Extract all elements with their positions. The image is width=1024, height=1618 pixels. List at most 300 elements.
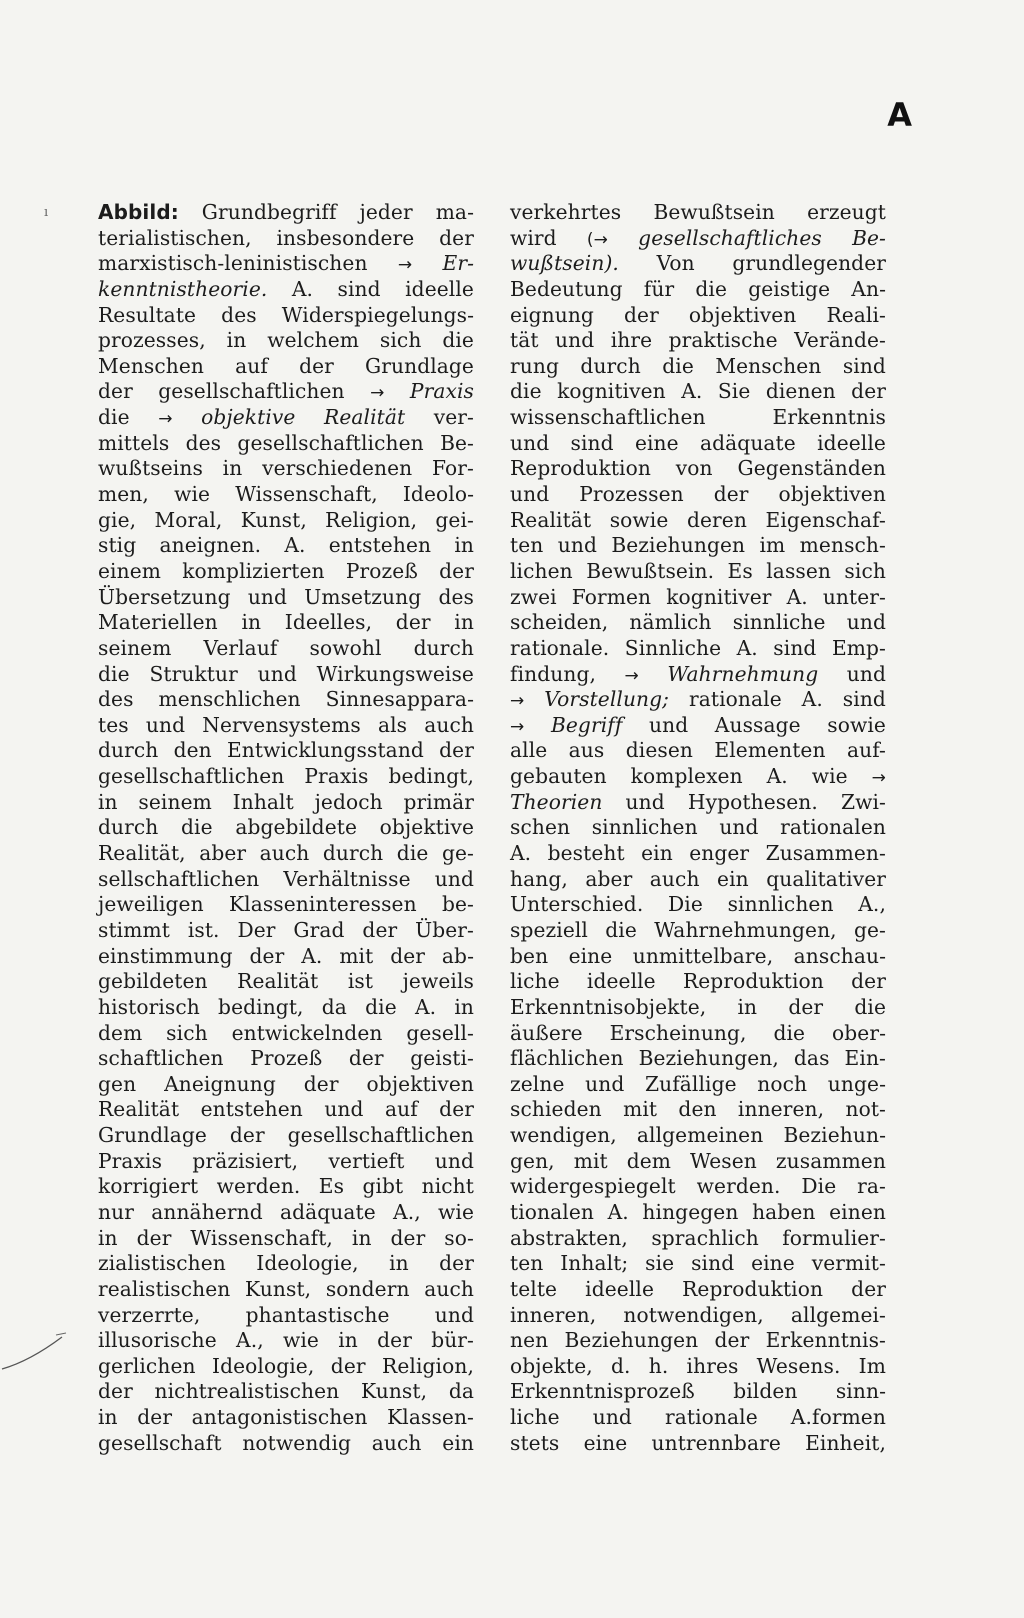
word: A.formen	[790, 1405, 886, 1430]
word: nämlich	[629, 610, 712, 635]
word: wußtseins	[98, 456, 203, 481]
word: Realität,	[98, 841, 186, 866]
word: von	[675, 456, 713, 481]
word: auch	[259, 841, 310, 866]
word: Beziehun-	[783, 1123, 886, 1148]
word: ma-	[435, 200, 474, 224]
word: dienen	[765, 379, 836, 404]
word: Sinnliche	[624, 635, 722, 660]
text-line	[98, 764, 474, 790]
word: einen	[829, 1199, 886, 1224]
word: sprachlich	[651, 1225, 759, 1250]
word: der	[390, 943, 426, 968]
word: Gegenständen	[737, 456, 886, 481]
word: ist.	[187, 917, 220, 942]
word: und	[324, 1097, 364, 1122]
word: insbesondere	[276, 225, 415, 250]
text-line	[98, 1046, 474, 1072]
word: das	[793, 1046, 830, 1071]
word: mittels	[98, 430, 170, 455]
word: A.	[801, 687, 823, 712]
word: Klassen-	[387, 1405, 474, 1430]
word: Wesen	[690, 1148, 757, 1173]
word: →	[370, 383, 385, 404]
word: flächlichen	[510, 1046, 624, 1071]
word: in	[737, 994, 758, 1019]
word: Im	[858, 1353, 886, 1378]
word: Er-	[442, 251, 474, 276]
text-line	[510, 790, 886, 816]
text-line	[510, 969, 886, 995]
text-line	[510, 482, 886, 508]
word: eine	[634, 430, 679, 455]
text-line	[510, 405, 886, 431]
word: die	[442, 328, 474, 353]
word: nicht	[421, 1174, 474, 1199]
text-line	[510, 1226, 886, 1252]
word: notwendig	[242, 1430, 352, 1455]
word: zelne	[510, 1071, 565, 1096]
text-line	[98, 969, 474, 995]
word: terialistischen,	[98, 225, 252, 250]
text-line	[510, 533, 886, 559]
text-line	[510, 738, 886, 764]
word: geistige	[748, 276, 831, 301]
text-line	[98, 1431, 474, 1457]
word: Menschen	[715, 353, 822, 378]
word: →	[397, 255, 413, 276]
word: in	[338, 1328, 358, 1353]
text-line	[98, 815, 474, 841]
word: objektiven	[688, 302, 797, 327]
word: in	[98, 1405, 118, 1430]
word: sich	[166, 1020, 208, 1045]
word: und	[585, 1071, 625, 1096]
text-line	[510, 431, 886, 457]
text-line	[98, 200, 474, 226]
word: sinnlichen	[591, 815, 698, 840]
word: sind	[842, 687, 886, 712]
word: unmittelbare,	[632, 943, 774, 968]
word: der	[439, 1097, 474, 1122]
word: Sie	[717, 379, 751, 404]
text-line	[510, 1174, 886, 1200]
word: Reproduktion	[682, 969, 824, 994]
word: A.	[510, 841, 532, 866]
word: ist	[347, 969, 374, 994]
word: im	[759, 533, 786, 558]
word: und	[592, 1405, 632, 1430]
word: Aneignung	[164, 1071, 276, 1096]
word: Emp-	[831, 635, 886, 660]
text-line	[510, 713, 886, 739]
word: alle	[510, 738, 548, 763]
word: Zusammen-	[765, 841, 886, 866]
word: Resultate	[98, 302, 197, 327]
word: eine	[568, 943, 613, 968]
word: tät	[510, 328, 539, 353]
word: objektive	[201, 405, 296, 430]
word: eine	[751, 1251, 795, 1276]
word: Be-	[852, 225, 886, 250]
word: Ideologie,	[256, 1251, 359, 1276]
word: jedoch	[314, 789, 383, 814]
word: realistischen	[98, 1276, 231, 1301]
word: sinn-	[835, 1379, 886, 1404]
word: und	[145, 712, 186, 737]
word: speziell	[510, 917, 588, 942]
word: Grad	[293, 917, 345, 942]
word: besteht	[547, 841, 625, 866]
word: untrennbare	[651, 1430, 781, 1455]
text-line	[98, 662, 474, 688]
word: gen	[98, 1071, 137, 1096]
word: historisch	[98, 994, 200, 1019]
word: gesellschaftlichen	[237, 430, 424, 455]
word: not-	[845, 1097, 886, 1122]
word: der	[851, 1276, 886, 1301]
word: bür-	[431, 1328, 474, 1353]
word: Religion,	[382, 1353, 474, 1378]
word: lichen	[510, 558, 573, 583]
word: sondern	[325, 1276, 410, 1301]
word: der	[439, 738, 474, 763]
word: A.,	[858, 892, 886, 917]
text-line	[98, 790, 474, 816]
word: liche	[510, 1405, 560, 1430]
word: gesellschaftliches	[638, 225, 822, 250]
word: Ideologie,	[212, 1353, 315, 1378]
text-line	[510, 764, 886, 790]
word: telte	[510, 1276, 558, 1301]
word: schen	[510, 815, 571, 840]
word: anschau-	[793, 943, 886, 968]
word: ein	[641, 841, 673, 866]
word: in	[351, 1225, 372, 1250]
section-letter: A	[887, 96, 912, 134]
word: wußtsein).	[510, 251, 619, 276]
text-line	[98, 1277, 474, 1303]
word: hang,	[510, 866, 568, 891]
word: gen,	[510, 1148, 555, 1173]
word: liche	[510, 969, 560, 994]
word: durch	[580, 353, 641, 378]
text-line	[98, 687, 474, 713]
word: der	[439, 1251, 474, 1276]
word: seinem	[98, 635, 172, 660]
text-line	[510, 200, 886, 226]
word: allgemei-	[790, 1302, 886, 1327]
word: der	[851, 969, 886, 994]
word: Bewußtsein.	[586, 558, 715, 583]
text-line	[510, 1431, 886, 1457]
word: der	[851, 379, 886, 404]
text-line	[510, 1123, 886, 1149]
word: kognitiver	[666, 584, 772, 609]
text-line	[98, 713, 474, 739]
text-line	[98, 1097, 474, 1123]
word: in	[226, 328, 247, 353]
word: und	[557, 533, 597, 558]
word: haben	[752, 1199, 816, 1224]
text-line	[510, 303, 886, 329]
word: gebauten	[510, 764, 607, 789]
word: kenntnistheorie.	[98, 276, 268, 301]
word: wie	[438, 1199, 474, 1224]
word: Beziehungen,	[638, 1046, 779, 1071]
word: allgemeinen	[636, 1123, 764, 1148]
word: sind	[570, 430, 614, 455]
word: eine	[583, 1430, 628, 1455]
text-line	[510, 841, 886, 867]
word: eignung	[510, 302, 594, 327]
word: Kunst,	[240, 507, 307, 532]
word: For-	[432, 456, 474, 481]
word: sowie	[609, 507, 669, 532]
word: A.	[736, 635, 758, 660]
word: unge-	[827, 1071, 886, 1096]
word: wird	[510, 225, 557, 250]
text-line	[98, 303, 474, 329]
text-line	[510, 1328, 886, 1354]
word: Reali-	[826, 302, 886, 327]
text-line	[98, 1328, 474, 1354]
word: der	[624, 302, 659, 327]
margin-mark: ı	[44, 205, 49, 220]
word: Es	[727, 558, 753, 583]
word: rationale	[689, 687, 782, 712]
text-line	[98, 379, 474, 405]
word: auch	[649, 866, 700, 891]
word: rung	[510, 353, 559, 378]
word: der	[136, 1225, 172, 1250]
word: rationalen	[780, 815, 886, 840]
word: bedingt,	[388, 764, 474, 789]
text-line	[98, 405, 474, 431]
word: und	[434, 1302, 474, 1327]
word: Umsetzung	[304, 584, 422, 609]
word: auf-	[846, 738, 886, 763]
text-line	[98, 841, 474, 867]
text-line	[510, 1379, 886, 1405]
word: Wissenschaft,	[190, 1225, 333, 1250]
word: bedingt,	[218, 994, 304, 1019]
word: Praxis	[304, 764, 369, 789]
word: rationale	[665, 1405, 758, 1430]
word: auf	[384, 1097, 418, 1122]
word: verzerrte,	[98, 1302, 201, 1327]
word: diesen	[625, 738, 693, 763]
word: Wahrnehmungen,	[654, 917, 837, 942]
word: geisti-	[410, 1046, 474, 1071]
text-line	[510, 995, 886, 1021]
word: Kunst,	[360, 1379, 428, 1404]
word: wie	[174, 482, 211, 507]
word: und	[625, 789, 665, 814]
word: tes	[98, 712, 129, 737]
word: Erkenntnisobjekte,	[510, 994, 707, 1019]
word: sind	[842, 353, 886, 378]
word: gesellschaftlichen	[158, 379, 345, 404]
text-line	[510, 1072, 886, 1098]
word: A.,	[393, 1199, 421, 1224]
text-line	[98, 1149, 474, 1175]
word: und	[846, 661, 886, 686]
text-line	[98, 1379, 474, 1405]
word: Praxis	[409, 379, 474, 404]
text-line	[510, 1277, 886, 1303]
word: wie	[283, 1328, 319, 1353]
word: der	[377, 1328, 412, 1353]
word: Widerspiegelungs-	[281, 302, 474, 327]
word: A.	[607, 1199, 629, 1224]
word: widergespiegelt	[510, 1174, 676, 1199]
word: der	[439, 558, 474, 583]
word: men,	[98, 482, 149, 507]
word: schieden	[510, 1097, 602, 1122]
word: gesellschaftlichen	[287, 1123, 474, 1148]
word: Reproduktion	[510, 456, 651, 481]
word: A.	[786, 584, 808, 609]
word: für	[643, 276, 675, 301]
word: Einheit,	[805, 1430, 886, 1455]
word: einstimmung	[98, 943, 233, 968]
word: sowie	[827, 712, 886, 737]
word: die	[98, 661, 130, 686]
word: Beziehungen	[564, 1328, 699, 1353]
word: die	[605, 917, 637, 942]
word: aber	[585, 866, 633, 891]
word: der	[788, 994, 824, 1019]
word: ideelle	[405, 276, 474, 301]
word: Verlauf	[203, 635, 278, 660]
word: ein	[442, 1430, 474, 1455]
word: sich	[379, 328, 422, 353]
text-line	[98, 585, 474, 611]
word: objektiven	[366, 1071, 474, 1096]
text-line	[98, 226, 474, 252]
word: auf	[235, 353, 268, 378]
text-line	[510, 1251, 886, 1277]
word: A.	[284, 533, 306, 558]
word: ideelle	[585, 1276, 655, 1301]
word: und	[648, 712, 689, 737]
word: (→	[586, 229, 608, 250]
word: die	[662, 353, 694, 378]
word: die	[695, 276, 728, 301]
word: Abbild:	[98, 200, 179, 224]
text-line	[510, 610, 886, 636]
word: →	[510, 691, 525, 712]
word: verschiedenen	[262, 456, 413, 481]
word: noch	[757, 1071, 808, 1096]
word: zusammen	[775, 1148, 886, 1173]
word: der	[390, 1225, 426, 1250]
word: Bewußtsein	[653, 200, 775, 224]
word: als	[377, 712, 408, 737]
word: durch	[98, 738, 159, 763]
word: Der	[237, 917, 276, 942]
word: marxistisch-leninistischen	[98, 251, 368, 276]
word: vertieft	[328, 1148, 405, 1173]
word: in	[454, 533, 474, 558]
text-line	[510, 585, 886, 611]
word: wendigen,	[510, 1123, 617, 1148]
text-line	[98, 1251, 474, 1277]
word: ten	[510, 1251, 544, 1276]
word: abstrakten,	[510, 1225, 628, 1250]
word: Bedeutung	[510, 276, 623, 301]
word: Erscheinung,	[609, 1020, 747, 1045]
word: der	[395, 610, 431, 635]
word: präzisiert,	[192, 1148, 299, 1173]
word: adäquate	[700, 430, 796, 455]
word: gesell-	[406, 1020, 474, 1045]
word: auch	[371, 1430, 422, 1455]
word: praktische	[668, 328, 778, 353]
word: Von	[656, 251, 695, 276]
word: und	[434, 866, 474, 891]
text-line	[98, 1303, 474, 1329]
word: adäquate	[279, 1199, 376, 1224]
word: Unterschied.	[510, 892, 644, 917]
word: tionalen	[510, 1199, 594, 1224]
word: in	[454, 994, 474, 1019]
word: der	[713, 482, 749, 507]
text-line	[510, 944, 886, 970]
word: Theorien	[510, 789, 603, 814]
word: Beziehungen	[611, 533, 746, 558]
word: sellschaftlichen	[98, 866, 260, 891]
word: hingegen	[642, 1199, 739, 1224]
word: ten	[510, 533, 544, 558]
word: da	[321, 994, 347, 1019]
word: Ein-	[844, 1046, 886, 1071]
word: aneignen.	[159, 533, 262, 558]
word: des	[221, 302, 257, 327]
word: Formen	[571, 584, 652, 609]
word: abgebildete	[235, 815, 358, 840]
text-line	[510, 1097, 886, 1123]
word: gesellschaft	[98, 1430, 222, 1455]
word: die	[510, 379, 542, 404]
text-line	[510, 1046, 886, 1072]
word: Religion,	[325, 507, 418, 532]
text-line	[510, 226, 886, 252]
word: be-	[441, 892, 474, 917]
word: des	[185, 430, 222, 455]
word: gie,	[98, 507, 137, 532]
text-line	[510, 559, 886, 585]
word: Zufällige	[644, 1071, 737, 1096]
word: ein	[717, 866, 749, 891]
word: korrigiert	[98, 1174, 199, 1199]
word: der	[330, 1353, 366, 1378]
word: Wirkungsweise	[316, 661, 474, 686]
word: gei-	[435, 507, 474, 532]
word: der	[714, 1328, 750, 1353]
word: Moral,	[154, 507, 223, 532]
word: und	[719, 815, 759, 840]
word: ideelle	[817, 430, 886, 455]
word: und	[257, 661, 297, 686]
word: Über-	[415, 917, 474, 942]
word: stets	[510, 1430, 560, 1455]
word: werden.	[696, 1174, 781, 1199]
word: ra-	[857, 1174, 886, 1199]
word: formulier-	[782, 1225, 886, 1250]
word: da	[448, 1379, 474, 1404]
